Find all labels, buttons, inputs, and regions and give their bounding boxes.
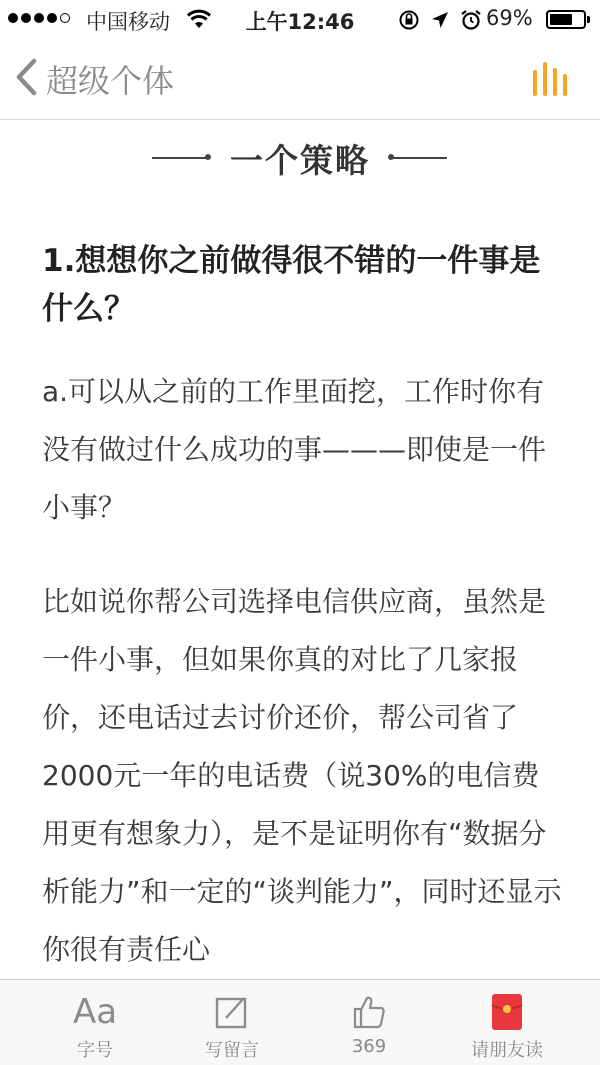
edit-icon (214, 994, 250, 1030)
section-title-row (0, 135, 600, 179)
write-comment-label: 写留言 (205, 1040, 259, 1061)
nav-bar (0, 38, 600, 120)
back-button[interactable] (14, 56, 174, 102)
battery-tip (587, 16, 590, 23)
chevron-left-icon (14, 58, 38, 100)
carrier-name: 中国移动 (86, 10, 170, 34)
alarm-clock-icon (460, 9, 482, 35)
rotation-lock-icon (398, 9, 420, 35)
battery-percent: 69% (486, 6, 533, 30)
share-to-friend-button[interactable] (432, 980, 582, 1065)
like-count: 369 (351, 1036, 387, 1057)
font-size-icon: Aa (72, 992, 118, 1032)
battery-icon (546, 10, 586, 29)
section-title: 一个策略 (230, 141, 370, 180)
bars-menu-icon (528, 60, 574, 100)
font-size-button[interactable] (20, 980, 170, 1065)
bottom-toolbar (0, 979, 600, 1065)
thumbs-up-icon (351, 994, 387, 1030)
like-button[interactable] (294, 980, 444, 1065)
font-size-label: 字号 (77, 1040, 113, 1061)
title-divider-right (393, 157, 447, 159)
location-arrow-icon (430, 10, 450, 34)
status-bar (0, 0, 600, 38)
more-menu-button[interactable] (528, 60, 574, 100)
battery-fill (550, 14, 572, 25)
paragraph-a: a.可以从之前的工作里面挖，工作时你有没有做过什么成功的事———即使是一件小事？ (42, 375, 547, 524)
red-envelope-icon (491, 993, 523, 1031)
article-heading: 1.想想你之前做得很不错的一件事是什么？ (42, 243, 541, 327)
share-to-friend-label: 请朋友读 (471, 1040, 543, 1061)
back-label: 超级个体 (46, 62, 175, 100)
status-time: 上午12:46 (245, 10, 355, 34)
article-content (0, 121, 600, 979)
paragraph-b: 比如说你帮公司选择电信供应商，虽然是一件小事，但如果你真的对比了几家报价，还电话过去讨价还价，帮公司省了2000元一年的电话费（说30%的电信费用更有想象力），是不是证明你有“数据分析能力”和一定的“谈判能力”，同时还显示你很有责任心 (42, 585, 562, 966)
write-comment-button[interactable] (157, 980, 307, 1065)
